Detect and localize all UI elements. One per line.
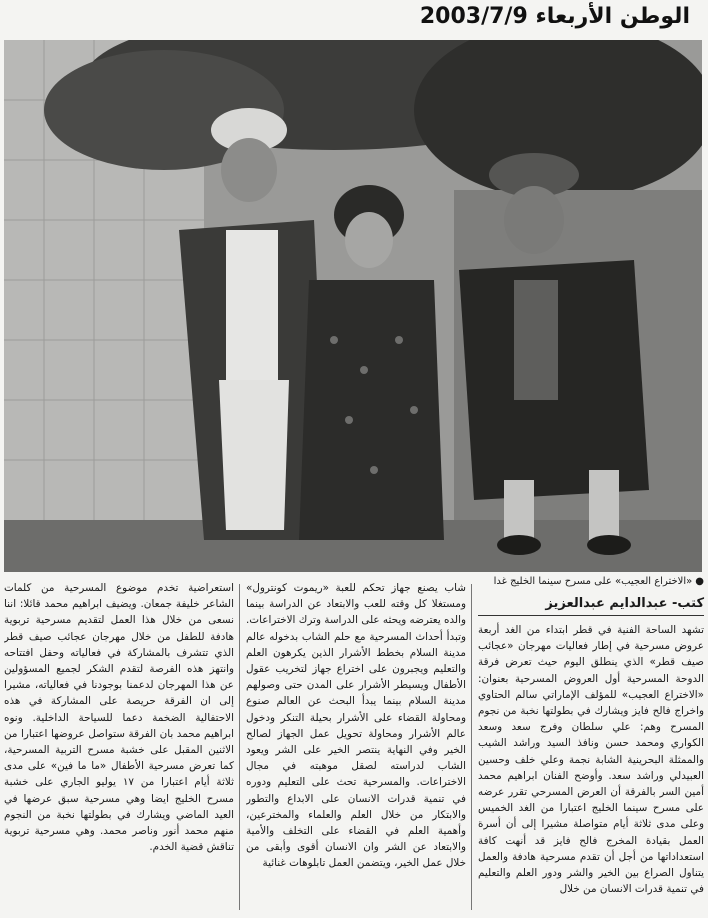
- article-column-2: [246, 580, 466, 918]
- article-column-1: [478, 622, 704, 918]
- caption-text: «الاختراع العجيب» على مسرح سينما الخليج غدا: [493, 576, 693, 587]
- article-byline: كتب- عبدالدايم عبدالعزيز: [478, 596, 704, 616]
- photo-caption: [478, 575, 704, 589]
- column-divider: [239, 584, 240, 910]
- article-column-3: [4, 580, 234, 918]
- theater-photo: [4, 40, 702, 572]
- article-column-3-text: استعراضية تخدم موضوع المسرحية من كلمات الشاعر خليفة جمعان. ويضيف ابراهيم محمد قائلا: اننا نسعى من خلال هذا العمل لتقديم مسرحية تربوية هادفة للطفل من خلال مهرجان عجائب صيف قطر الذي تتشرف بالمشاركة في فعالياته وحفل افتتاحه وانتهز هذه الفرصة لتقدم الشكر لجميع المسؤولين عن هذا المهرجان لدعمنا بوجودنا في فعالياته، مشيرا إلى ان الفرقة حريصة على المشاركة في هذه الاحتفالية الضخمة دعما للسياحة الداخلية. ونوه ابراهيم محمد بان الفرقة ستواصل عروضها اعتبارا من الاثنين المقبل على خشبة مسرح التربية المسرحية، كما تعرض مسرحية الأطفال «ما ما فين» على مدى ثلاثة أيام اعتبارا من ١٧ يوليو الجاري على خشبة مسرح الخليج ايضا وهي مسرحية سبق عرضها في العيد الماضي ويشارك في بطولتها نخبة من النجوم منهم محمد أنور وناصر محمد. وهي مسرحية تربوية تناقش قضية الخدم.: [4, 582, 234, 854]
- caption-bullet: ●: [695, 576, 704, 587]
- theater-photo-image: [4, 40, 702, 572]
- column-divider: [471, 584, 472, 910]
- newspaper-masthead: الوطن الأربعاء 2003/7/9: [419, 4, 690, 29]
- article-column-1-text: تشهد الساحة الفنية في قطر ابتداء من الغد أربعة عروض مسرحية في إطار فعاليات مهرجان «عجائب صيف قطر» الذي ينطلق اليوم حيث تعرض فرقة الدوحة المسرحية أول العروض المسرحية بعنوان: «الاختراع العجيب» للمؤلف الإماراتي سالم الحتاوي واخراج فالح فايز ويشارك في بطولتها نخبة من نجوم المسرح وهم: علي سلطان وفرج سعد وسعد الكواري ومحمد حسن ونافذ السيد وراشد الشيب والممثلة البحرينية الشابة نجمة وعلي خلف وحسين العبيدلي وراشد سعد. وأوضح الفنان ابراهيم محمد أمين السر بالفرقة أن العرض المسرحي تقرر عرضه على مسرح سينما الخليج اعتبارا من الغد الخميس وعلى مدى ثلاثة أيام متواصلة مشيرا إلى أن أسرة العمل بقيادة المخرج فالح فايز قد أنهت كافة استعداداتها من أجل أن تقدم مسرحية هادفة والعمل يتناول الصراع بين الخير والشر ودور العلم والتعليم في تنمية قدرات الانسان من خلال: [478, 624, 704, 896]
- article-column-2-text: شاب يصنع جهاز تحكم للعبة «ريموت كونترول» ومستغلا كل وقته للعب والابتعاد عن الدراسة بينما والده يعترضه ويحثه على الدراسة وترك الاختراعات. وتبدأ أحداث المسرحية مع حلم الشاب بدخوله عالم مدينة السلام بخطط الأشرار الذين يكرهون العلم والتعليم ويجبرون على اختراع جهاز لتخريب عقول الأطفال ويسيطر الأشرار على المدن حتى وصولهم مدينة السلام بينما يبدأ البحث عن العالم صنوع ومحاولة القضاء على الأشرار بحيلة التنكر ودخول عالم الأشرار ومحاولة تحويل عمل الجهاز لصالح الخير وفي النهاية ينتصر الخير على الشر ويعود الشاب لدراسته لصقل موهبته في مجال الاختراعات. والمسرحية تحث على التعليم ودوره في تنمية قدرات الانسان على الابداع والتطور والابتكار من خلال العلم والعلماء والمخترعين، وأهمية العلم في القضاء على التخلف والأمية والابتعاد عن الشر وان الانسان أقوى وأبقى من خلال عمل الخير، ويتضمن العمل تابلوهات غنائية: [246, 582, 466, 870]
